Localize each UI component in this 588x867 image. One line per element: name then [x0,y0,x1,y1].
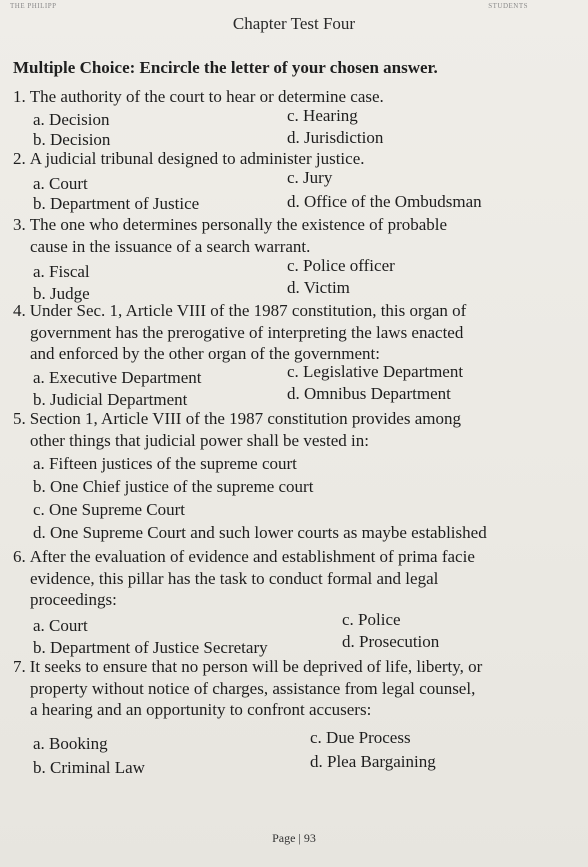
option-c: c. One Supreme Court [33,500,186,519]
question-number: 3. [13,215,26,234]
chapter-title: Chapter Test Four [232,14,356,33]
option-d: d. Jurisdiction [287,128,384,147]
question-1 [13,86,384,108]
running-header-right: STUDENTS [488,2,528,10]
option-c: c. Hearing [287,106,358,125]
option-c: c. Legislative Department [287,362,464,381]
question-text-line: It seeks to ensure that no person will be deprived of life, liberty, or [29,657,483,676]
option-a: a. Booking [33,734,108,753]
question-text-line: cause in the issuance of a search warrant. [30,236,311,256]
question-number: 1. [13,87,26,106]
question-text-line: After the evaluation of evidence and establishment of prima facie [29,547,475,566]
option-a: a. Fiscal [33,262,90,281]
option-c: c. Due Process [310,728,411,747]
option-d: d. One Supreme Court and such lower courts as maybe established [33,523,487,542]
option-b: b. Criminal Law [33,758,145,777]
question-number: 7. [13,657,26,676]
option-d: d. Prosecution [342,632,440,651]
question-3 [13,214,447,257]
option-a: a. Court [33,174,88,193]
option-b: b. Department of Justice Secretary [33,638,268,657]
option-d: d. Omnibus Department [287,384,451,403]
page-number: Page | 93 [272,831,316,845]
instructions: Multiple Choice: Encircle the letter of your chosen answer. [13,58,438,77]
option-b: b. Decision [33,130,111,149]
question-number: 4. [13,301,26,320]
option-c: c. Police [342,610,401,629]
running-header-left: THE PHILIPP [10,2,57,10]
question-text-line: property without notice of charges, assistance from legal counsel, [30,678,476,698]
option-c: c. Police officer [287,256,395,275]
question-4 [13,300,466,365]
question-text-line: government has the prerogative of interpreting the laws enacted [30,322,464,342]
question-number: 2. [13,149,26,168]
question-2 [13,148,365,170]
question-6 [13,546,475,611]
option-b: b. Judge [33,284,90,303]
option-a: a. Fifteen justices of the supreme court [33,454,297,473]
question-5 [13,408,461,451]
question-text-line: other things that judicial power shall be vested in: [30,430,369,450]
question-text-line: a hearing and an opportunity to confront accusers: [30,700,372,719]
option-d: d. Plea Bargaining [310,752,436,771]
question-text-line: proceedings: [30,590,117,609]
question-7 [13,656,482,721]
question-text-line: A judicial tribunal designed to administer justice. [29,149,365,168]
question-number: 5. [13,409,26,428]
question-number: 6. [13,547,26,566]
option-d: d. Victim [287,278,350,297]
question-text-line: The authority of the court to hear or determine case. [29,87,384,106]
option-a: a. Executive Department [33,368,202,387]
question-text-line: evidence, this pillar has the task to conduct formal and legal [30,568,439,588]
question-text-line: Section 1, Article VIII of the 1987 constitution provides among [29,409,461,428]
option-a: a. Court [33,616,88,635]
option-d: d. Office of the Ombudsman [287,192,482,211]
option-b: b. One Chief justice of the supreme court [33,477,314,496]
question-text-line: The one who determines personally the existence of probable [29,215,448,234]
option-b: b. Judicial Department [33,390,188,409]
option-b: b. Department of Justice [33,194,200,213]
question-text-line: Under Sec. 1, Article VIII of the 1987 constitution, this organ of [29,301,467,320]
option-a: a. Decision [33,110,110,129]
option-c: c. Jury [287,168,333,187]
question-text-line: and enforced by the other organ of the government: [30,344,380,363]
